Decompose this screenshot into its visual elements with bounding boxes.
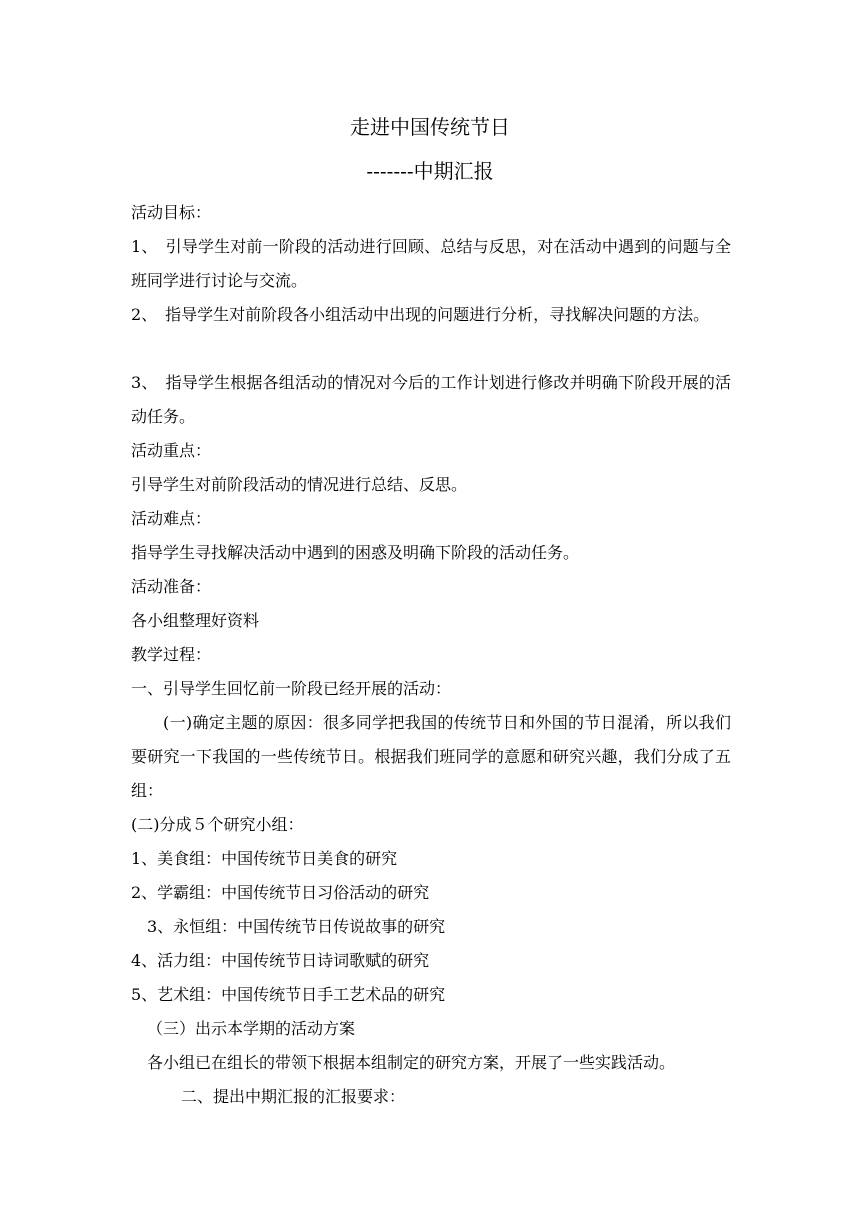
preparation-heading: 活动准备： (131, 577, 212, 596)
plan-text: 各小组已在组长的带领下根据本组制定的研究方案，开展了一些实践活动。 (147, 1053, 676, 1072)
step-two: 二、提出中期汇报的汇报要求： (181, 1087, 406, 1106)
key-point-heading: 活动重点： (131, 441, 212, 460)
objective-item-3: 3、 指导学生根据各组活动的情况对今后的工作计划进行修改并明确下阶段开展的活动任务。 (131, 373, 731, 426)
group-item-1: 1、美食组：中国传统节日美食的研究 (131, 849, 398, 868)
difficulty-heading: 活动难点： (131, 509, 212, 528)
process-heading: 教学过程： (131, 645, 212, 664)
objectives-heading: 活动目标： (131, 203, 212, 222)
groups-heading: (二)分成５个研究小组： (131, 815, 304, 834)
step-one: 一、引导学生回忆前一阶段已经开展的活动： (131, 679, 452, 698)
group-item-2: 2、学霸组：中国传统节日习俗活动的研究 (131, 883, 430, 902)
document-subtitle: -------中期汇报 (366, 159, 494, 183)
key-point-text: 引导学生对前阶段活动的情况进行总结、反思。 (131, 475, 468, 494)
plan-heading: （三）出示本学期的活动方案 (147, 1019, 356, 1038)
group-item-5: 5、艺术组：中国传统节日手工艺术品的研究 (131, 985, 446, 1004)
step-one-reason: (一)确定主题的原因：很多同学把我国的传统节日和外国的节日混淆，所以我们要研究一下我国的一些传统节日。根据我们班同学的意愿和研究兴趣，我们分成了五组： (131, 713, 731, 800)
document-title: 走进中国传统节日 (350, 115, 510, 139)
group-item-3: 3、永恒组：中国传统节日传说故事的研究 (147, 917, 446, 936)
difficulty-text: 指导学生寻找解决活动中遇到的困惑及明确下阶段的活动任务。 (131, 543, 580, 562)
preparation-text: 各小组整理好资料 (131, 611, 260, 630)
group-item-4: 4、活力组：中国传统节日诗词歌赋的研究 (131, 951, 430, 970)
objective-item-1: 1、 引导学生对前一阶段的活动进行回顾、总结与反思，对在活动中遇到的问题与全班同学进行讨论与交流。 (131, 237, 731, 290)
objective-item-2: 2、 指导学生对前阶段各小组活动中出现的问题进行分析，寻找解决问题的方法。 (131, 305, 710, 324)
